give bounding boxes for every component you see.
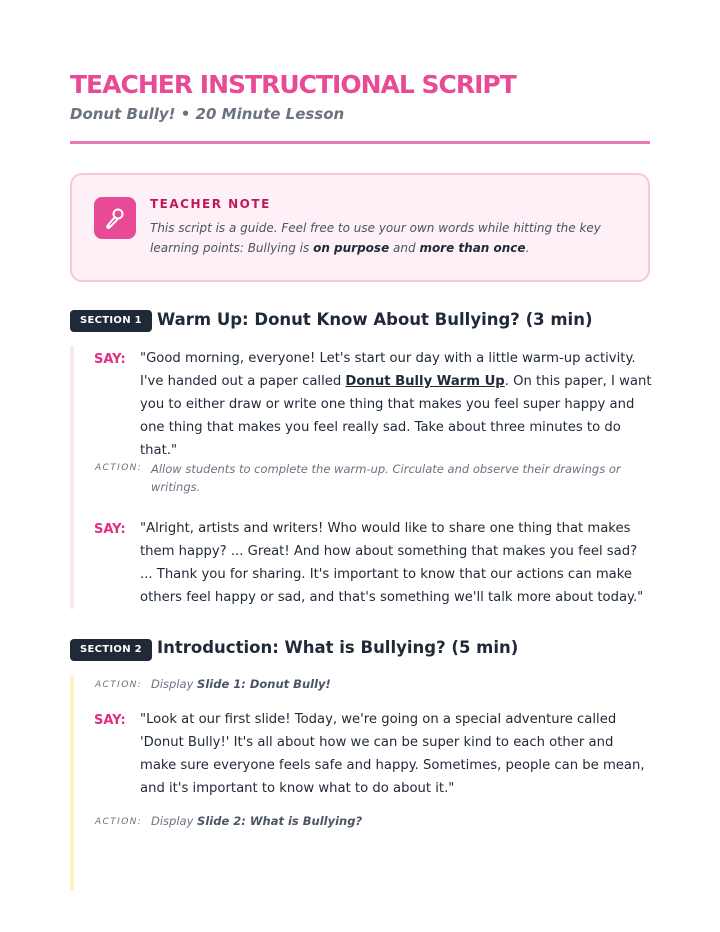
- slide-2-reference: Slide 2: What is Bullying?: [197, 814, 363, 828]
- say-label: SAY:: [94, 352, 126, 367]
- say-label: SAY:: [94, 522, 126, 537]
- section-1-accent-bar: [70, 346, 74, 609]
- section-2-action-2: Display Slide 2: What is Bullying?: [151, 814, 363, 828]
- say-label: SAY:: [94, 713, 126, 728]
- action-label: ACTION:: [95, 817, 143, 827]
- section-2-badge: SECTION 2: [70, 639, 152, 661]
- teacher-note-box: [70, 173, 650, 282]
- slide-1-reference: Slide 1: Donut Bully!: [197, 677, 331, 691]
- section-1-badge: SECTION 1: [70, 310, 152, 332]
- warm-up-link[interactable]: Donut Bully Warm Up: [345, 374, 505, 389]
- section-1-title: Warm Up: Donut Know About Bullying? (3 min): [157, 310, 593, 329]
- section-2-say-1: "Look at our first slide! Today, we're going on a special adventure called 'Donut Bully!' It's all about how we can be super kind to each other and make sure everyone feels safe and happy. Sometimes, people can be mean, and it's important to know what to do about it.": [140, 712, 645, 796]
- page-subtitle: Donut Bully! • 20 Minute Lesson: [70, 105, 345, 123]
- section-2-accent-bar: [70, 675, 74, 890]
- teacher-note-text: This script is a guide. Feel free to use your own words while hitting the key learning points: Bullying is on purpose and more than once.: [150, 221, 601, 255]
- section-2-title: Introduction: What is Bullying? (5 min): [157, 638, 519, 657]
- microphone-icon: [94, 197, 136, 239]
- action-label: ACTION:: [95, 680, 143, 690]
- section-1-say-1: "Good morning, everyone! Let's start our day with a little warm-up activity. I've handed out a paper called Donut Bully Warm Up. On this paper, I want you to either draw or write one thing that makes you feel super happy and one thing that makes you feel really sad. Take about three minutes to do that.": [140, 351, 652, 458]
- teacher-note-label: TEACHER NOTE: [150, 197, 271, 211]
- emphasis-on-purpose: on purpose: [313, 241, 390, 255]
- action-label: ACTION:: [95, 463, 143, 473]
- emphasis-more-than-once: more than once: [419, 241, 526, 255]
- header-divider: [70, 141, 650, 144]
- section-1-say-2: "Alright, artists and writers! Who would like to share one thing that makes them happy? ... Great! And how about something that makes you feel sad? ... Thank you for sharing. It's important to know that our actions can make others feel happy or sad, and that's something we'll talk more about today.": [140, 521, 644, 605]
- section-2-action-1: Display Slide 1: Donut Bully!: [151, 677, 331, 691]
- section-1-action-1: Allow students to complete the warm-up. Circulate and observe their drawings or writings.: [151, 462, 621, 494]
- page-title: TEACHER INSTRUCTIONAL SCRIPT: [70, 70, 516, 99]
